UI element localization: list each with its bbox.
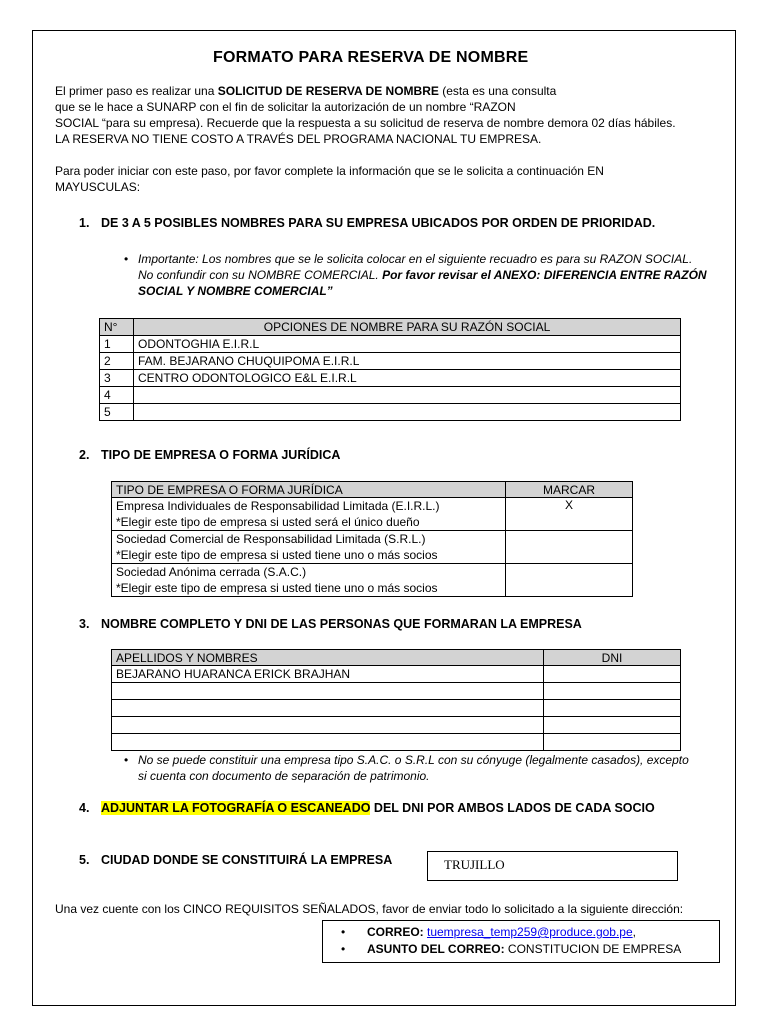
- partner-dni-cell[interactable]: [544, 666, 681, 683]
- note-bold-text: SOCIAL Y NOMBRE COMERCIAL”: [138, 284, 333, 298]
- document-page: [32, 30, 736, 1006]
- bullet-icon: •: [341, 942, 346, 956]
- section-number: 4.: [79, 801, 90, 815]
- company-type-cell: [112, 531, 506, 564]
- name-option-cell[interactable]: FAM. BEJARANO CHUQUIPOMA E.I.R.L: [134, 353, 681, 370]
- section-1-note: [124, 251, 728, 299]
- partner-dni-cell[interactable]: [544, 700, 681, 717]
- note-bold-text: Por favor revisar el ANEXO: DIFERENCIA ENTRE RAZÓN: [382, 268, 707, 282]
- contact-email-line: [341, 924, 719, 941]
- section-heading-text: DE 3 A 5 POSIBLES NOMBRES PARA SU EMPRESA UBICADOS POR ORDEN DE PRIORIDAD.: [101, 216, 656, 230]
- name-options-table: [99, 318, 681, 421]
- partner-name-cell[interactable]: [112, 734, 544, 751]
- email-suffix: ,: [632, 925, 636, 939]
- partner-name-cell[interactable]: BEJARANO HUARANCA ERICK BRAJHAN: [112, 666, 544, 683]
- intro-text-part: (esta es una consulta: [438, 84, 557, 98]
- contact-subject-line: [341, 941, 719, 958]
- company-type-label: Empresa Individuales de Responsabilidad Limitada (E.I.R.L.): [116, 499, 440, 513]
- section-5-heading: [79, 853, 392, 867]
- partners-table: [111, 649, 681, 751]
- closing-text: Una vez cuente con los CINCO REQUISITOS SEÑALADOS, favor de enviar todo lo solicitado a la siguiente dirección:: [55, 902, 684, 916]
- company-type-note: *Elegir este tipo de empresa si usted tiene uno o más socios: [116, 581, 438, 595]
- subject-label: ASUNTO DEL CORREO:: [367, 942, 508, 956]
- column-header-options: OPCIONES DE NOMBRE PARA SU RAZÓN SOCIAL: [134, 319, 681, 336]
- note-text: Importante: Los nombres que se le solicita colocar en el siguiente recuadro es para su RAZON SOCIAL.: [138, 252, 693, 266]
- column-header-number: N°: [100, 319, 134, 336]
- partner-name-cell[interactable]: [112, 683, 544, 700]
- company-type-note: *Elegir este tipo de empresa si usted tiene uno o más socios: [116, 548, 438, 562]
- name-option-cell[interactable]: [134, 387, 681, 404]
- intro-text: [55, 83, 735, 211]
- email-link[interactable]: tuempresa_temp259@produce.gob.pe: [427, 925, 633, 939]
- partner-name-cell[interactable]: [112, 700, 544, 717]
- bullet-icon: •: [124, 753, 129, 767]
- note-text: No confundir con su NOMBRE COMERCIAL.: [138, 268, 383, 282]
- intro-text-line: SOCIAL “para su empresa). Recuerde que la respuesta a su solicitud de reserva de nombre demora 02 días hábiles.: [55, 116, 676, 130]
- row-number: 5: [100, 404, 134, 421]
- note-text: si cuenta con documento de separación de patrimonio.: [138, 769, 430, 783]
- partner-dni-cell[interactable]: [544, 717, 681, 734]
- section-heading-text: TIPO DE EMPRESA O FORMA JURÍDICA: [101, 448, 341, 462]
- intro-text-line: que se le hace a SUNARP con el fin de solicitar la autorización de un nombre “RAZON: [55, 100, 516, 114]
- partner-name-cell[interactable]: [112, 717, 544, 734]
- column-header-names: APELLIDOS Y NOMBRES: [112, 650, 544, 666]
- note-text: No se puede constituir una empresa tipo S.A.C. o S.R.L con su cónyuge (legalmente casados), excepto: [138, 753, 689, 767]
- city-field[interactable]: TRUJILLO: [427, 851, 678, 881]
- intro-paragraph-2: [55, 163, 735, 195]
- partner-dni-cell[interactable]: [544, 734, 681, 751]
- bullet-icon: •: [341, 925, 346, 939]
- section-number: 3.: [79, 617, 90, 631]
- company-type-cell: [112, 498, 506, 531]
- email-label: CORREO:: [367, 925, 427, 939]
- company-type-cell: [112, 564, 506, 597]
- mark-cell[interactable]: [506, 531, 633, 564]
- subject-value: CONSTITUCION DE EMPRESA: [507, 942, 682, 956]
- name-option-cell[interactable]: CENTRO ODONTOLOGICO E&L E.I.R.L: [134, 370, 681, 387]
- intro-paragraph-1: [55, 83, 735, 147]
- section-1-heading: [79, 216, 655, 230]
- section-number: 2.: [79, 448, 90, 462]
- section-number: 5.: [79, 853, 90, 867]
- document-title: FORMATO PARA RESERVA DE NOMBRE: [213, 49, 529, 66]
- highlighted-text: ADJUNTAR LA FOTOGRAFÍA O ESCANEADO: [101, 801, 371, 815]
- column-header-mark: MARCAR: [506, 482, 633, 498]
- section-heading-text: NOMBRE COMPLETO Y DNI DE LAS PERSONAS QUE FORMARAN LA EMPRESA: [101, 617, 582, 631]
- column-header-type: TIPO DE EMPRESA O FORMA JURÍDICA: [112, 482, 506, 498]
- section-3-note: [124, 752, 728, 784]
- section-heading-text: DEL DNI POR AMBOS LADOS DE CADA SOCIO: [370, 801, 655, 815]
- column-header-dni: DNI: [544, 650, 681, 666]
- row-number: 4: [100, 387, 134, 404]
- mark-cell[interactable]: X: [506, 498, 633, 531]
- intro-bold-request: SOLICITUD DE RESERVA DE NOMBRE: [217, 84, 439, 98]
- section-number: 1.: [79, 216, 90, 230]
- name-option-cell[interactable]: ODONTOGHIA E.I.R.L: [134, 336, 681, 353]
- section-4-heading: [79, 801, 655, 815]
- company-type-note: *Elegir este tipo de empresa si usted será el único dueño: [116, 515, 420, 529]
- section-2-heading: [79, 448, 340, 462]
- partner-dni-cell[interactable]: [544, 683, 681, 700]
- company-type-table: [111, 481, 633, 597]
- intro-text-line: MAYUSCULAS:: [55, 180, 141, 194]
- contact-box: [322, 920, 720, 963]
- mark-cell[interactable]: [506, 564, 633, 597]
- section-heading-text: CIUDAD DONDE SE CONSTITUIRÁ LA EMPRESA: [101, 853, 393, 867]
- bullet-icon: •: [124, 252, 129, 266]
- company-type-label: Sociedad Anónima cerrada (S.A.C.): [116, 565, 307, 579]
- row-number: 2: [100, 353, 134, 370]
- company-type-label: Sociedad Comercial de Responsabilidad Limitada (S.R.L.): [116, 532, 426, 546]
- section-3-heading: [79, 617, 582, 631]
- name-option-cell[interactable]: [134, 404, 681, 421]
- row-number: 3: [100, 370, 134, 387]
- intro-text-line: Para poder iniciar con este paso, por favor complete la información que se le solicita a continuación EN: [55, 164, 604, 178]
- intro-text-part: El primer paso es realizar una: [55, 84, 218, 98]
- intro-text-line: LA RESERVA NO TIENE COSTO A TRAVÉS DEL PROGRAMA NACIONAL TU EMPRESA.: [55, 132, 542, 146]
- row-number: 1: [100, 336, 134, 353]
